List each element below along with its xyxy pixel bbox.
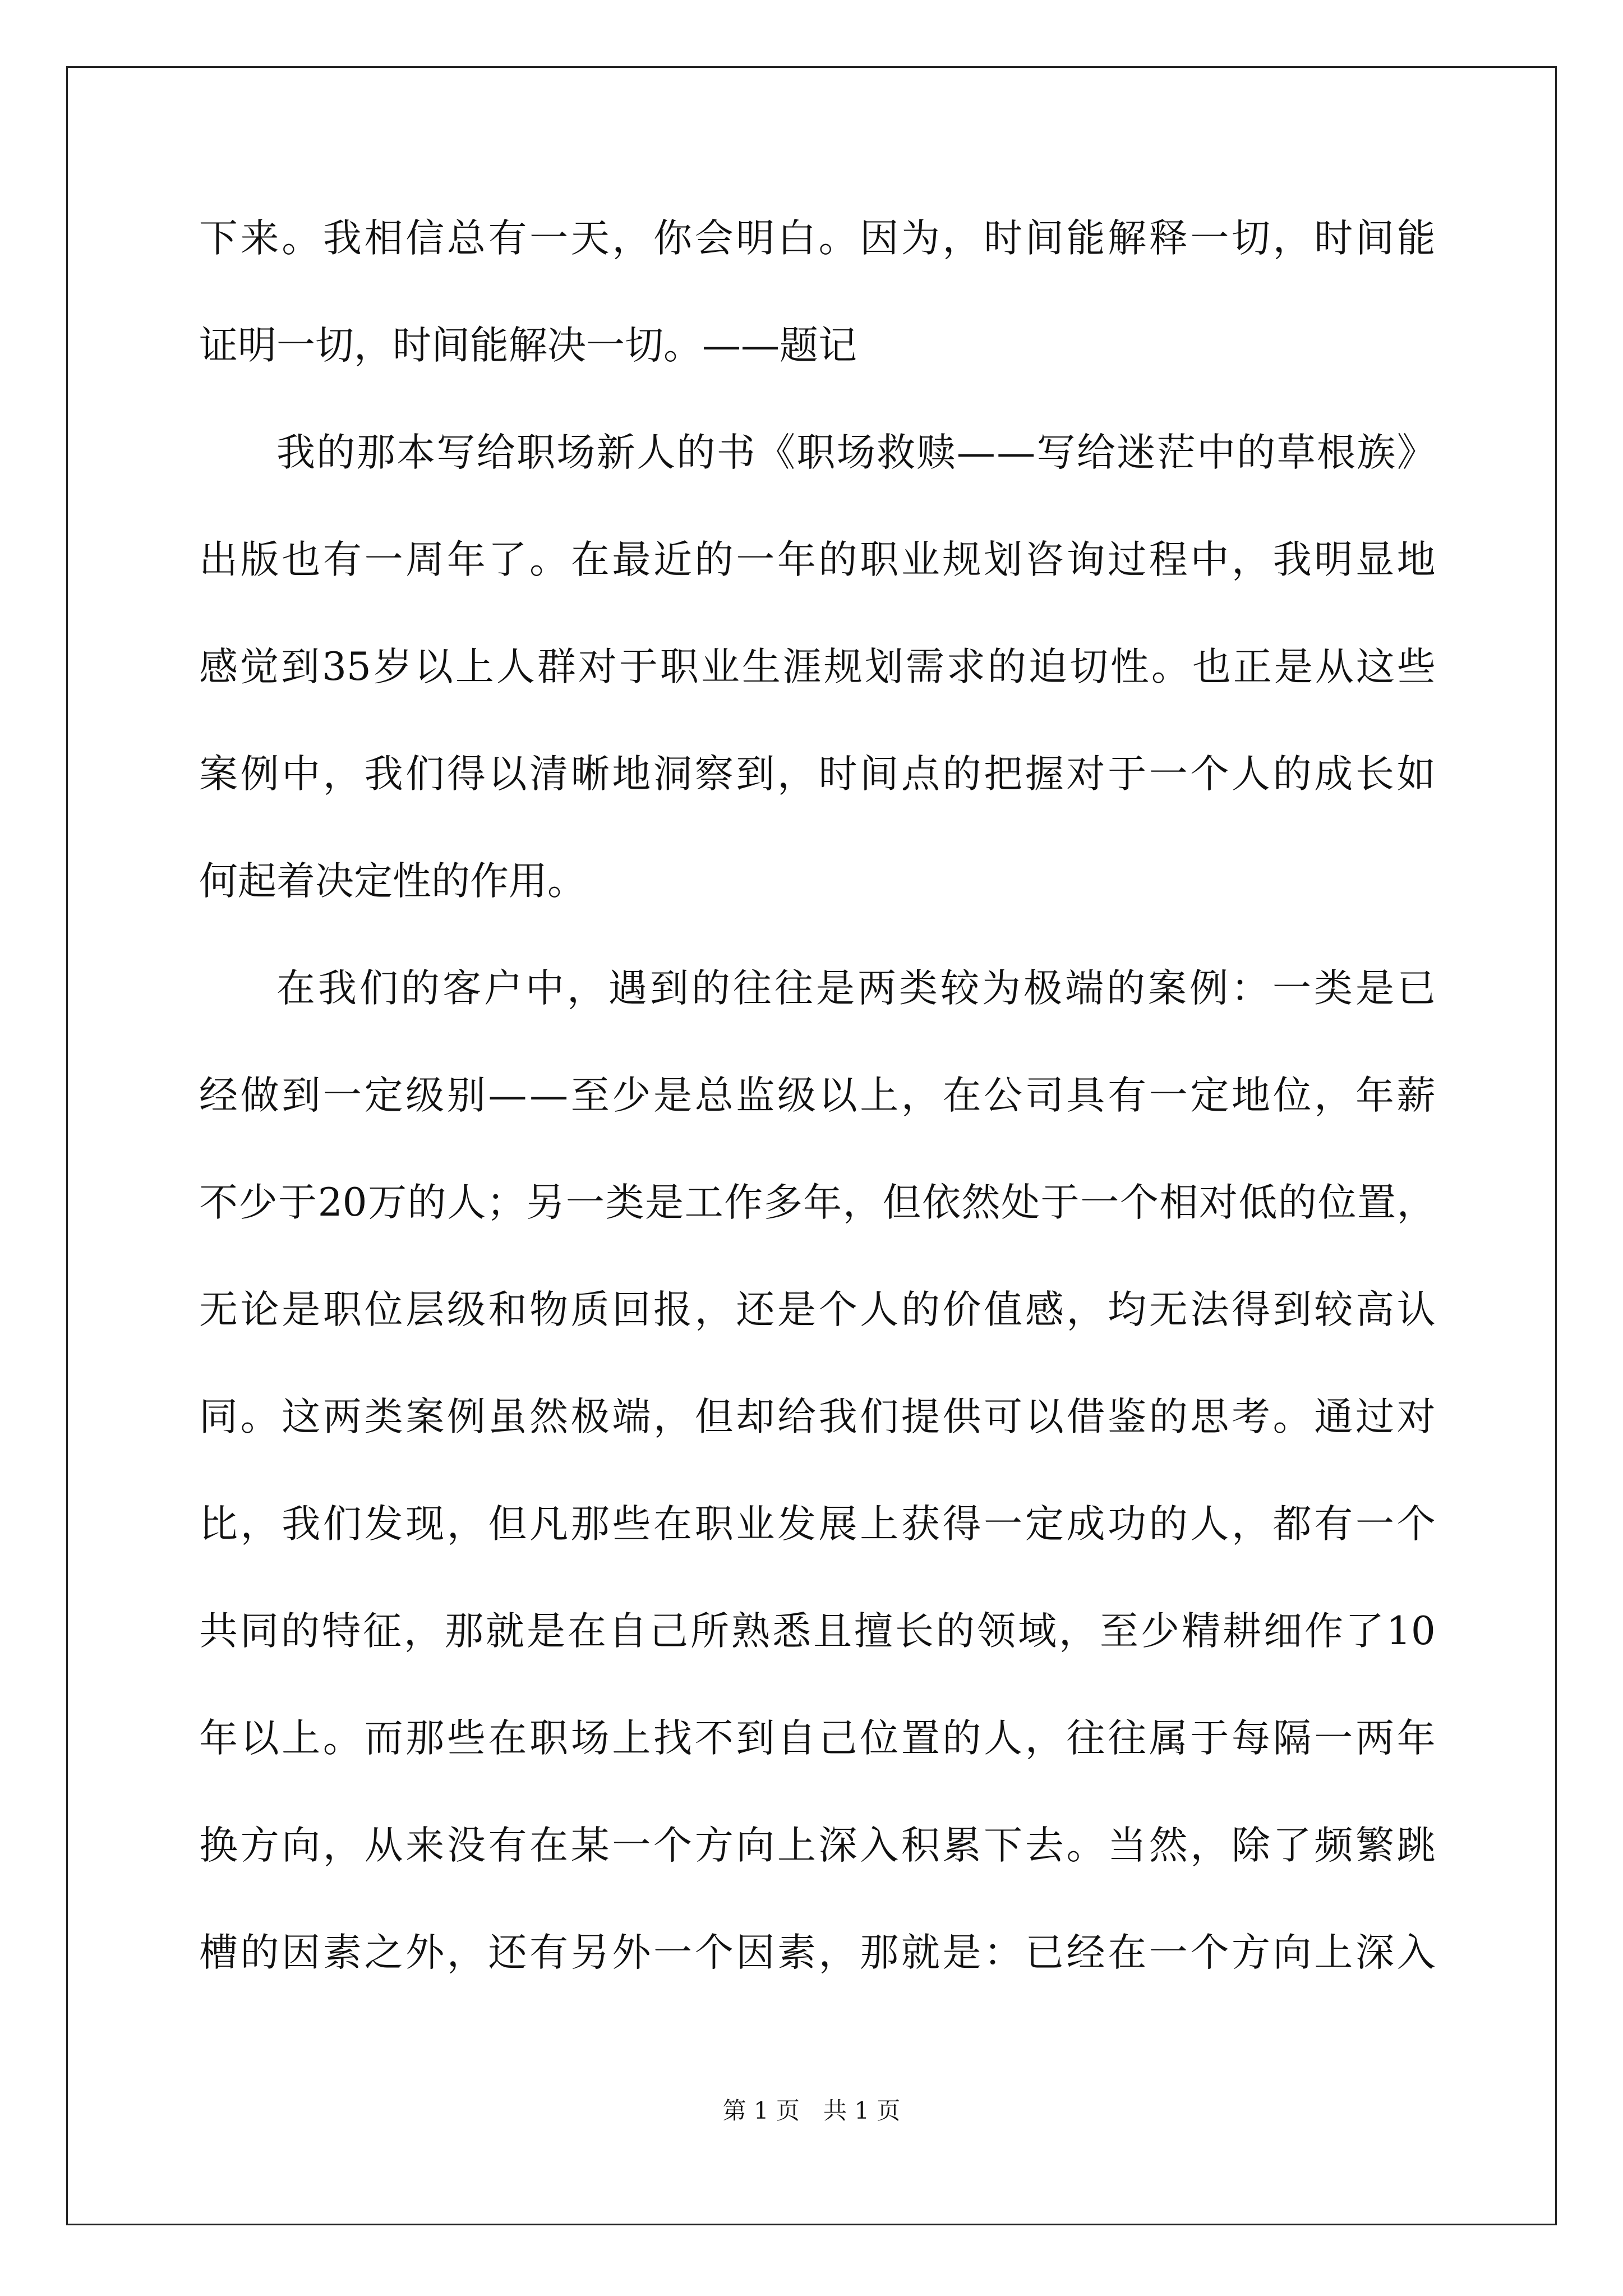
text-line: 下 来 。 我 相 信 总 有 一 天 ， 你 会 明 白 。 因 为 ， 时 间 能 解 释 一 切 ， 时 间 能 — [199, 216, 1436, 261]
text-line: 同 。 这 两 类 案 例 虽 然 极 端 ， 但 却 给 我 们 提 供 可 以 借 鉴 的 思 考 。 通 过 对 — [199, 1395, 1436, 1439]
page-number-footer: 第 1 页 共 1 页 — [722, 2097, 901, 2124]
text-line: 出 版 也 有 一 周 年 了 。 在 最 近 的 一 年 的 职 业 规 划 咨 询 过 程 中 ， 我 明 显 地 — [199, 537, 1436, 582]
text-line: 感 觉 到 35 岁 以 上 人 群 对 于 职 业 生 涯 规 划 需 求 的 迫 切 性 。 也 正 是 从 这 些 — [199, 645, 1436, 689]
text-line: 年 以 上 。 而 那 些 在 职 场 上 找 不 到 自 己 位 置 的 人 ， 往 往 属 于 每 隔 一 两 年 — [199, 1716, 1436, 1761]
text-line: 在 我 们 的 客 户 中 ， 遇 到 的 往 往 是 两 类 较 为 极 端 的 案 例 ： 一 类 是 已 — [276, 966, 1436, 1011]
text-line: 共 同 的 特 征 ， 那 就 是 在 自 己 所 熟 悉 且 擅 长 的 领 域 ， 至 少 精 耕 细 作 了 10 — [199, 1609, 1436, 1654]
text-line: 何起着决定性的作用。 — [199, 859, 586, 904]
text-line: 不 少 于 20 万 的 人 ； 另 一 类 是 工 作 多 年 ， 但 依 然 处 于 一 个 相 对 低 的 位 置 ， — [199, 1180, 1436, 1225]
text-line: 我 的 那 本 写 给 职 场 新 人 的 书 《 职 场 救 赎 — — 写 给 迷 茫 中 的 草 根 族 》 — [276, 430, 1436, 475]
text-line: 无 论 是 职 位 层 级 和 物 质 回 报 ， 还 是 个 人 的 价 值 感 ， 均 无 法 得 到 较 高 认 — [199, 1287, 1436, 1332]
text-line: 比 ， 我 们 发 现 ， 但 凡 那 些 在 职 业 发 展 上 获 得 一 定 成 功 的 人 ， 都 有 一 个 — [199, 1502, 1436, 1547]
text-line: 证明一切，时间能解决一切。——题记 — [199, 323, 857, 368]
text-line: 经 做 到 一 定 级 别 — — 至 少 是 总 监 级 以 上 ， 在 公 司 具 有 一 定 地 位 ， 年 薪 — [199, 1073, 1436, 1118]
text-line: 槽 的 因 素 之 外 ， 还 有 另 外 一 个 因 素 ， 那 就 是 ： 已 经 在 一 个 方 向 上 深 入 — [199, 1930, 1436, 1975]
text-line: 换 方 向 ， 从 来 没 有 在 某 一 个 方 向 上 深 入 积 累 下 去 。 当 然 ， 除 了 频 繁 跳 — [199, 1823, 1436, 1868]
document-body — [199, 213, 1436, 2035]
text-line: 案 例 中 ， 我 们 得 以 清 晰 地 洞 察 到 ， 时 间 点 的 把 握 对 于 一 个 人 的 成 长 如 — [199, 752, 1436, 797]
